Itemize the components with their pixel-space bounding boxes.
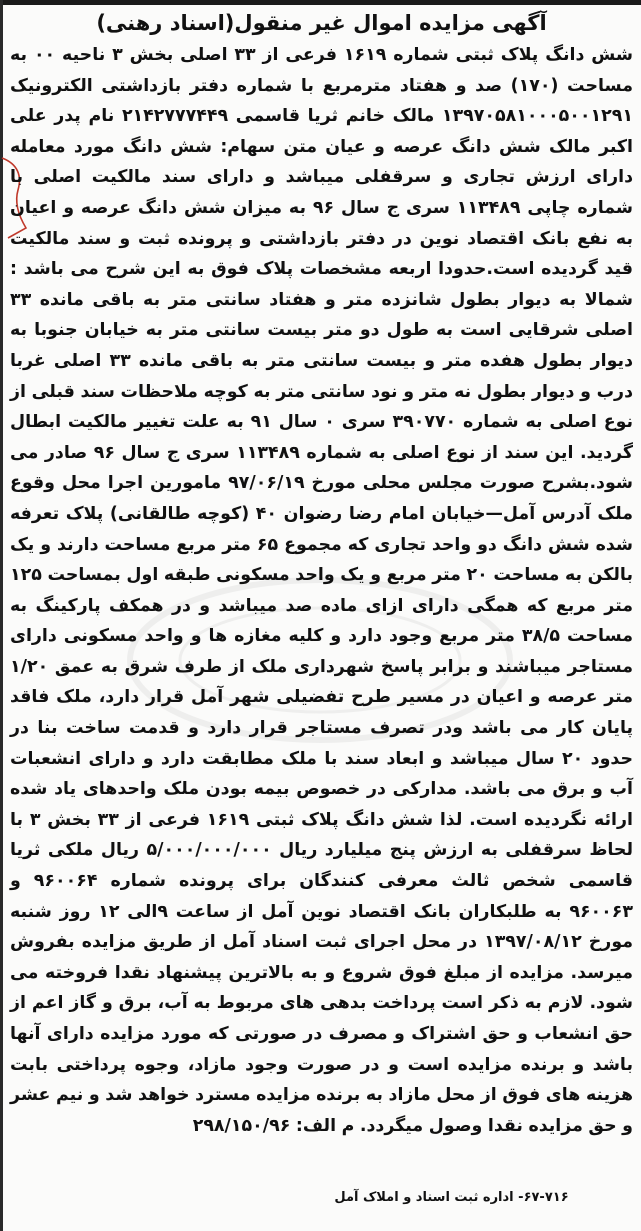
auction-notice: [10, 8, 633, 1141]
notice-body: شش دانگ پلاک ثبتی شماره ۱۶۱۹ فرعی از ۳۳ اصلی بخش ۳ ناحیه ۰۰ به مساحت (۱۷۰) صد و هفتاد مترمربع با شماره دفتر بازداشتی الکترونیک ۱۳۹۷۰۵۸۱۰۰۰۵۰۰۱۲۹۱ مالک خانم ثریا قاسمی ۲۱۴۲۷۷۷۴۴۹ نام پدر علی اکبر مالک شش دانگ عرصه و عیان متن سهام: شش دانگ مورد معامله دارای ارزش تجاری و سرقفلی میباشد و دارای سند مالکیت اصلی با شماره چاپی ۱۱۳۴۸۹ سری ج سال ۹۶ به میزان شش دانگ عرصه و اعیان به نفع بانک اقتصاد نوین در دفتر بازداشتی و پرونده ثبت و سند مالکیت قید گردیده است.حدودا اربعه مشخصات پلاک فوق به این شرح می باشد : شمالا به دیوار بطول شانزده متر و هفتاد سانتی متر به باقی مانده ۳۳ اصلی شرقایی است به طول دو متر بیست سانتی متر به خیابان جنوبا به دیوار بطول هفده متر و بیست سانتی متر به باقی مانده ۳۳ اصلی غربا درب و دیوار بطول نه متر و نود سانتی متر به کوچه ملاحظات سند قبلی از نوع اصلی به شماره ۳۹۰۷۷۰ سری ۰ سال ۹۱ به علت تغییر مالکیت ابطال گردید. این سند از نوع اصلی به شماره ۱۱۳۴۸۹ سری ج سال ۹۶ صادر می شود.بشرح صورت مجلس محلی مورخ ۹۷/۰۶/۱۹ مامورین اجرا محل وقوع ملک آدرس آمل—خیابان امام رضا رضوان ۴۰ (کوچه طالقانی) پلاک تعرفه شده شش دانگ دو واحد تجاری که مجموع ۶۵ متر مربع مساحت دارند و یک بالکن به مساحت ۲۰ متر مربع و یک واحد مسکونی طبقه اول بمساحت ۱۲۵ متر مربع که همگی دارای ازای ماده صد میباشد و در همکف پارکینگ به مساحت ۳۸/۵ متر مربع وجود دارد و کلیه مغازه ها و واحد مسکونی دارای مستاجر میباشند و برابر پاسخ شهرداری ملک از طرف شرق به عمق ۱/۲۰ متر عرصه و اعیان در مسیر طرح تفضیلی شهر آمل قرار دارد، ملک فاقد پایان کار می باشد ودر تصرف مستاجر قرار دارد و قدمت ساخت بنا در حدود ۲۰ سال میباشد و ابعاد سند با ملک مطابقت دارد و دارای انشعبات آب و برق می باشد. مدارکی در خصوص بیمه بودن ملک واحدهای یاد شده ارائه نگردیده است. لذا شش دانگ پلاک ثبتی ۱۶۱۹ فرعی از ۳۳ بخش ۳ با لحاظ سرقفلی به ارزش پنج میلیارد ریال ۵/۰۰۰/۰۰۰/۰۰۰ ریال ملکی ثریا قاسمی شخص ثالث معرفی کنندگان برای پرونده شماره ۹۶۰۰۶۴ و ۹۶۰۰۶۳ به طلبکاران بانک اقتصاد نوین آمل از ساعت ۹الی ۱۲ روز شنبه مورخ ۱۳۹۷/۰۸/۱۲ در محل اجرای ثبت اسناد آمل از طریق مزایده بفروش میرسد. مزایده از مبلغ فوق شروع و به بالاترین پیشنهاد نقدا فروخته می شود. لازم به ذکر است پرداخت بدهی های مربوط به آب، برق و گاز اعم از حق انشعاب و حق اشتراک و مصرف در صورتی که مورد مزایده دارای آنها باشد و برنده مزایده است و در صورت وجود مازاد، وجوه پرداختی بابت هزینه های فوق از محل مازاد به برنده مزایده مسترد خواهد شد و نیم عشر و حق مزایده نقدا وصول میگردد. م الف: ۲۹۸/۱۵۰/۹۶: [10, 45, 634, 1136]
top-border: [0, 0, 641, 5]
notice-footer: ۶۷-۷۱۶- اداره ثبت اسناد و املاک آمل: [334, 1190, 569, 1205]
notice-title: آگهی مزایده اموال غیر منقول(اسناد رهنی): [96, 11, 547, 35]
